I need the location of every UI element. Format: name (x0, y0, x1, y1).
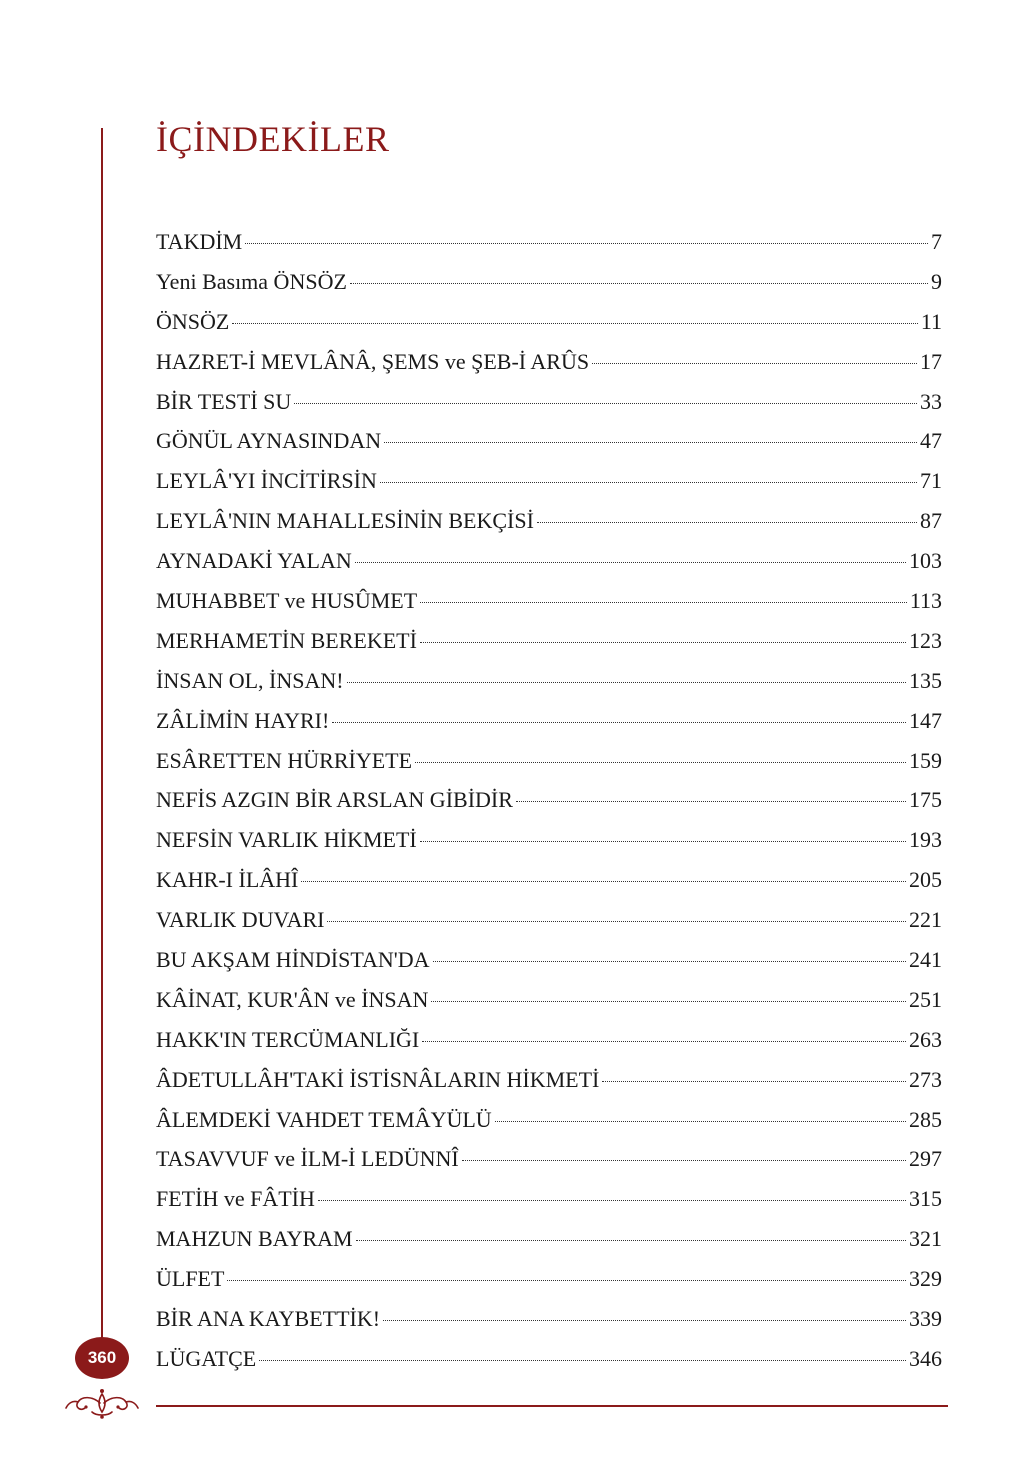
toc-entry-page: 175 (909, 787, 942, 813)
margin-rule (101, 128, 103, 1338)
toc-entry-page: 113 (909, 588, 942, 614)
toc-entry-page: 251 (909, 986, 942, 1012)
toc-entry-page: 33 (920, 388, 942, 414)
floral-ornament-icon (62, 1386, 142, 1422)
toc-entry (156, 302, 942, 342)
dot-leader (227, 1280, 906, 1281)
toc-entry-title: LEYLÂ'NIN MAHALLESİNİN BEKÇİSİ (156, 508, 534, 534)
dot-leader (420, 642, 906, 643)
dot-leader (245, 243, 928, 244)
toc-entry (156, 581, 942, 621)
toc-entry-page: 321 (909, 1226, 942, 1252)
toc-entry-page: 87 (920, 508, 942, 534)
dot-leader (332, 722, 906, 723)
dot-leader (232, 323, 917, 324)
toc-entry-page: 47 (920, 428, 942, 454)
toc-entry-page: 135 (909, 667, 942, 693)
toc-entry (156, 1219, 942, 1259)
toc-entry-page: 17 (920, 348, 942, 374)
toc-entry-title: MERHAMETİN BEREKETİ (156, 627, 417, 653)
toc-entry-page: 329 (909, 1266, 942, 1292)
toc-entry (156, 1259, 942, 1299)
toc-entry (156, 461, 942, 501)
toc-entry-page: 123 (909, 627, 942, 653)
toc-entry-title: ÜLFET (156, 1266, 225, 1292)
dot-leader (422, 1041, 906, 1042)
table-of-contents (156, 222, 942, 1379)
toc-entry (156, 661, 942, 701)
toc-entry-title: AYNADAKİ YALAN (156, 548, 352, 574)
toc-entry-title: KÂİNAT, KUR'ÂN ve İNSAN (156, 986, 429, 1012)
toc-entry-page: 103 (909, 548, 942, 574)
toc-entry-title: GÖNÜL AYNASINDAN (156, 428, 382, 454)
toc-entry-page: 339 (909, 1306, 942, 1332)
bottom-rule (156, 1405, 948, 1407)
page-title: İÇİNDEKİLER (156, 119, 390, 159)
dot-leader (259, 1360, 906, 1361)
dot-leader (301, 881, 906, 882)
dot-leader (420, 602, 907, 603)
dot-leader (327, 921, 906, 922)
toc-entry-page: 193 (909, 827, 942, 853)
toc-entry-title: MUHABBET ve HUSÛMET (156, 588, 418, 614)
toc-entry (156, 1060, 942, 1100)
dot-leader (433, 961, 906, 962)
toc-entry-page: 205 (909, 867, 942, 893)
toc-entry-title: ÖNSÖZ (156, 308, 230, 334)
toc-entry (156, 1299, 942, 1339)
dot-leader (592, 363, 917, 364)
toc-entry-title: TAKDİM (156, 229, 243, 254)
toc-entry-page: 9 (931, 268, 942, 294)
toc-entry-title: HAKK'IN TERCÜMANLIĞI (156, 1026, 420, 1052)
toc-entry-title: BİR TESTİ SU (156, 388, 292, 414)
toc-entry-title: ÂLEMDEKİ VAHDET TEMÂYÜLÜ (156, 1106, 492, 1132)
toc-entry (156, 262, 942, 302)
dot-leader (383, 1320, 906, 1321)
toc-entry (156, 222, 942, 262)
toc-entry-page: 159 (909, 747, 942, 773)
toc-entry-page: 7 (931, 229, 942, 254)
toc-entry-title: KAHR-I İLÂHÎ (156, 867, 299, 893)
dot-leader (380, 482, 917, 483)
toc-entry (156, 860, 942, 900)
toc-entry (156, 541, 942, 581)
page-number-badge: 360 (75, 1337, 129, 1379)
dot-leader (355, 562, 906, 563)
dot-leader (537, 522, 917, 523)
dot-leader (420, 841, 906, 842)
toc-entry-title: İNSAN OL, İNSAN! (156, 667, 344, 693)
toc-entry-page: 297 (909, 1146, 942, 1172)
dot-leader (415, 762, 906, 763)
dot-leader (602, 1081, 906, 1082)
toc-entry (156, 820, 942, 860)
dot-leader (516, 801, 906, 802)
dot-leader (384, 442, 917, 443)
toc-entry-page: 11 (920, 308, 942, 334)
toc-entry (156, 421, 942, 461)
dot-leader (356, 1240, 906, 1241)
toc-entry (156, 701, 942, 741)
toc-entry (156, 1339, 942, 1379)
toc-entry-title: ESÂRETTEN HÜRRİYETE (156, 747, 413, 773)
toc-entry (156, 900, 942, 940)
dot-leader (347, 682, 906, 683)
toc-entry-page: 71 (920, 468, 942, 494)
toc-entry-page: 241 (909, 947, 942, 973)
toc-entry (156, 741, 942, 781)
dot-leader (462, 1160, 906, 1161)
toc-entry (156, 621, 942, 661)
toc-entry (156, 1020, 942, 1060)
toc-entry-page: 346 (909, 1345, 942, 1371)
dot-leader (495, 1121, 906, 1122)
dot-leader (431, 1001, 906, 1002)
toc-entry-page: 315 (909, 1186, 942, 1212)
toc-entry (156, 342, 942, 382)
toc-entry (156, 501, 942, 541)
toc-entry-title: MAHZUN BAYRAM (156, 1226, 353, 1252)
toc-entry-title: ÂDETULLÂH'TAKİ İSTİSNÂLARIN HİKMETİ (156, 1066, 600, 1092)
toc-entry-title: NEFSİN VARLIK HİKMETİ (156, 827, 417, 853)
toc-entry-page: 263 (909, 1026, 942, 1052)
toc-entry-title: VARLIK DUVARI (156, 907, 325, 933)
toc-entry (156, 1179, 942, 1219)
toc-entry-page: 221 (909, 907, 942, 933)
toc-entry-title: LÜGATÇE (156, 1345, 257, 1371)
toc-entry-title: TASAVVUF ve İLM-İ LEDÜNNÎ (156, 1146, 459, 1172)
toc-entry-title: Yeni Basıma ÖNSÖZ (156, 268, 347, 294)
toc-entry (156, 382, 942, 422)
toc-entry (156, 940, 942, 980)
toc-entry-page: 285 (909, 1106, 942, 1132)
dot-leader (318, 1200, 906, 1201)
toc-entry (156, 1100, 942, 1140)
toc-entry-title: BU AKŞAM HİNDİSTAN'DA (156, 947, 430, 973)
toc-entry-title: FETİH ve FÂTİH (156, 1186, 315, 1212)
toc-entry-title: BİR ANA KAYBETTİK! (156, 1306, 381, 1332)
dot-leader (350, 283, 928, 284)
dot-leader (294, 403, 917, 404)
toc-entry (156, 780, 942, 820)
toc-entry-title: LEYLÂ'YI İNCİTİRSİN (156, 468, 377, 494)
toc-entry-title: HAZRET-İ MEVLÂNÂ, ŞEMS ve ŞEB-İ ARÛS (156, 348, 590, 374)
toc-entry-title: NEFİS AZGIN BİR ARSLAN GİBİDİR (156, 787, 513, 813)
toc-entry-page: 273 (909, 1066, 942, 1092)
toc-entry-title: ZÂLİMİN HAYRI! (156, 707, 330, 733)
toc-entry (156, 980, 942, 1020)
toc-entry (156, 1139, 942, 1179)
toc-entry-page: 147 (909, 707, 942, 733)
